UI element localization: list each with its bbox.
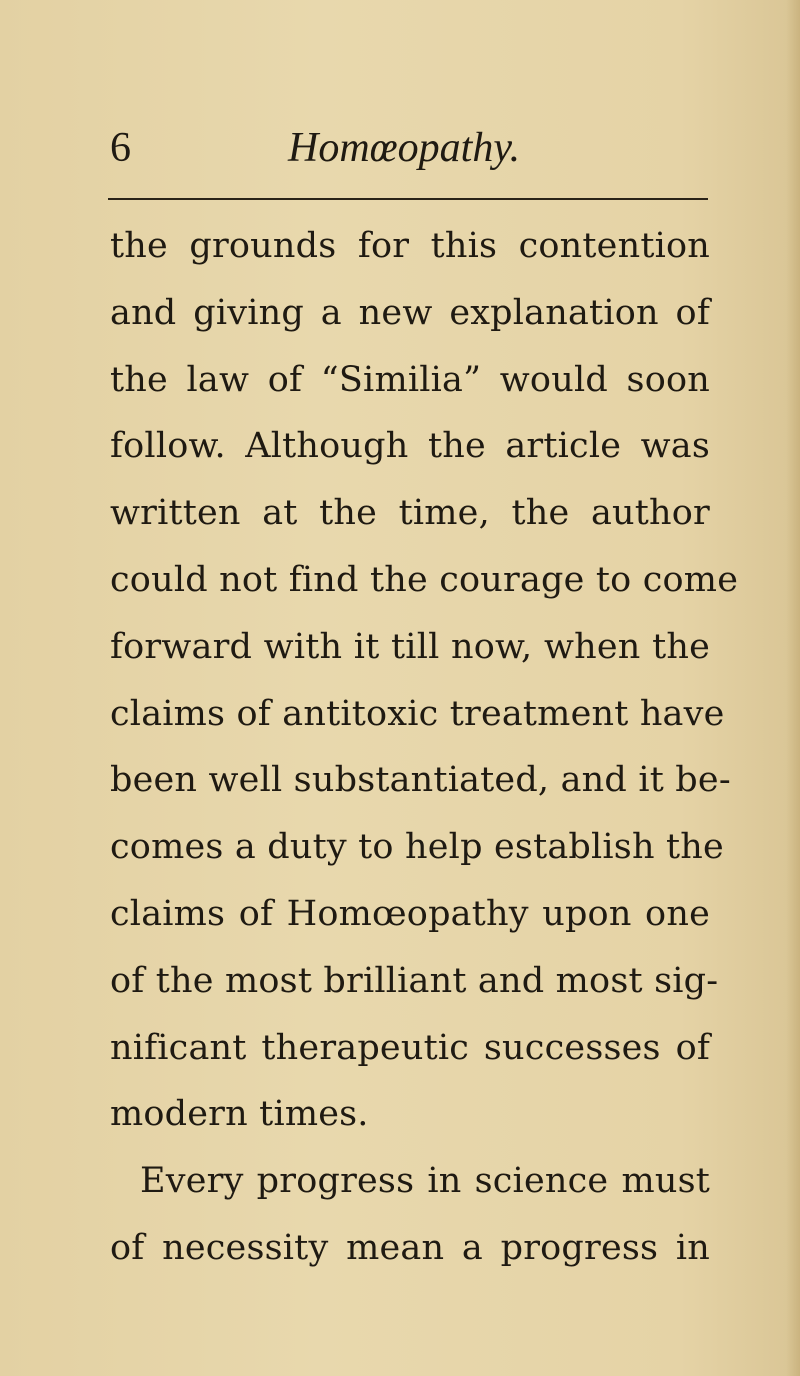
text-line: forward with it till now, when the bbox=[110, 626, 710, 667]
running-head: Homœopathy. bbox=[288, 125, 521, 171]
header-rule bbox=[108, 198, 708, 200]
text-line: been well substantiated, and it be- bbox=[110, 760, 731, 801]
text-line: the grounds for this contention bbox=[110, 226, 710, 266]
text-line: of the most brilliant and most sig- bbox=[110, 960, 719, 1001]
body-text bbox=[110, 213, 739, 1282]
text-line: follow. Although the article was bbox=[110, 426, 710, 467]
text-line: the law of “Similia” would soon bbox=[110, 359, 710, 400]
paragraph-first-line: Every progress in science must bbox=[140, 1161, 710, 1202]
text-line: comes a duty to help establish the bbox=[110, 827, 724, 868]
text-line: written at the time, the author bbox=[110, 493, 710, 534]
text-line: claims of Homœopathy upon one bbox=[110, 893, 710, 934]
text-line: and giving a new explanation of bbox=[110, 292, 710, 333]
text-line: nificant therapeutic successes of bbox=[110, 1027, 710, 1068]
page-header bbox=[0, 118, 800, 178]
text-line: claims of antitoxic treatment have bbox=[110, 693, 725, 734]
page-number: 6 bbox=[110, 125, 131, 171]
text-line: could not find the courage to come bbox=[110, 559, 739, 600]
page-edge-shadow bbox=[786, 0, 800, 1376]
text-line: modern times. bbox=[110, 1094, 369, 1135]
text-line: of necessity mean a progress in bbox=[110, 1227, 710, 1268]
